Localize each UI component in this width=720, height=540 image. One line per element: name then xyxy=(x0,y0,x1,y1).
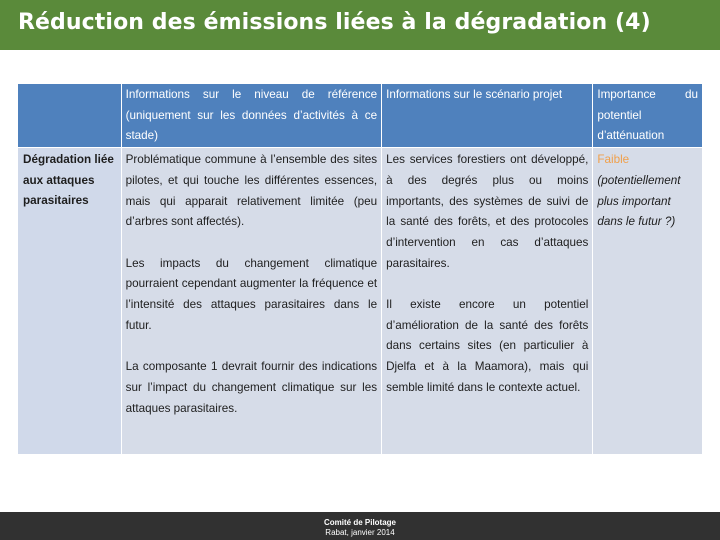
table-row xyxy=(18,148,703,455)
footer-committee: Comité de Pilotage xyxy=(323,518,396,527)
table-header-row xyxy=(18,84,703,148)
scenario-paragraph-2: Il existe encore un potentiel d’amélioration de la santé des forêts dans certains sites (en particulier à Djelfa et à la Maamora), mais qui semble limité dans le contexte actuel. xyxy=(386,298,589,394)
reference-paragraph-2: Les impacts du changement climatique pourraient cependant augmenter la fréquence et l’intensité des attaques parasitaires dans le futur. xyxy=(125,256,378,332)
footer-bar xyxy=(0,512,720,540)
row-label: Dégradation liée aux attaques parasitaires xyxy=(23,153,114,208)
reference-cell xyxy=(121,148,382,455)
scenario-paragraph-1: Les services forestiers ont développé, à des degrés plus ou moins importants, des systèmes de suivi de la santé des forêts, et des protocoles d’intervention en cas d’attaques parasitaires. xyxy=(386,153,589,270)
row-label-cell xyxy=(18,148,122,455)
scenario-cell xyxy=(382,148,593,455)
header-reference-level: Informations sur le niveau de référence (uniquement sur les données d’activités à ce stade) xyxy=(121,84,382,148)
importance-note: (potentiellement plus important dans le futur ?) xyxy=(597,173,681,229)
slide-title-bar xyxy=(0,0,720,50)
importance-level: Faible xyxy=(597,153,630,167)
emissions-table xyxy=(17,83,703,455)
reference-paragraph-1: Problématique commune à l’ensemble des sites pilotes, et qui touche les différentes essences, mais qui apparait relativement limitée (peu d’arbres sont affectés). xyxy=(125,153,378,229)
header-empty-cell xyxy=(18,84,122,148)
footer-place-date: Rabat, janvier 2014 xyxy=(325,528,395,537)
slide-title: Réduction des émissions liées à la dégradation (4) xyxy=(18,10,651,35)
header-mitigation-potential: Importance du potentiel d’atténuation xyxy=(593,84,703,148)
header-project-scenario: Informations sur le scénario projet xyxy=(382,84,593,148)
importance-cell xyxy=(593,148,703,455)
reference-paragraph-3: La composante 1 devrait fournir des indications sur l’impact du changement climatique sur les attaques parasitaires. xyxy=(125,360,378,415)
